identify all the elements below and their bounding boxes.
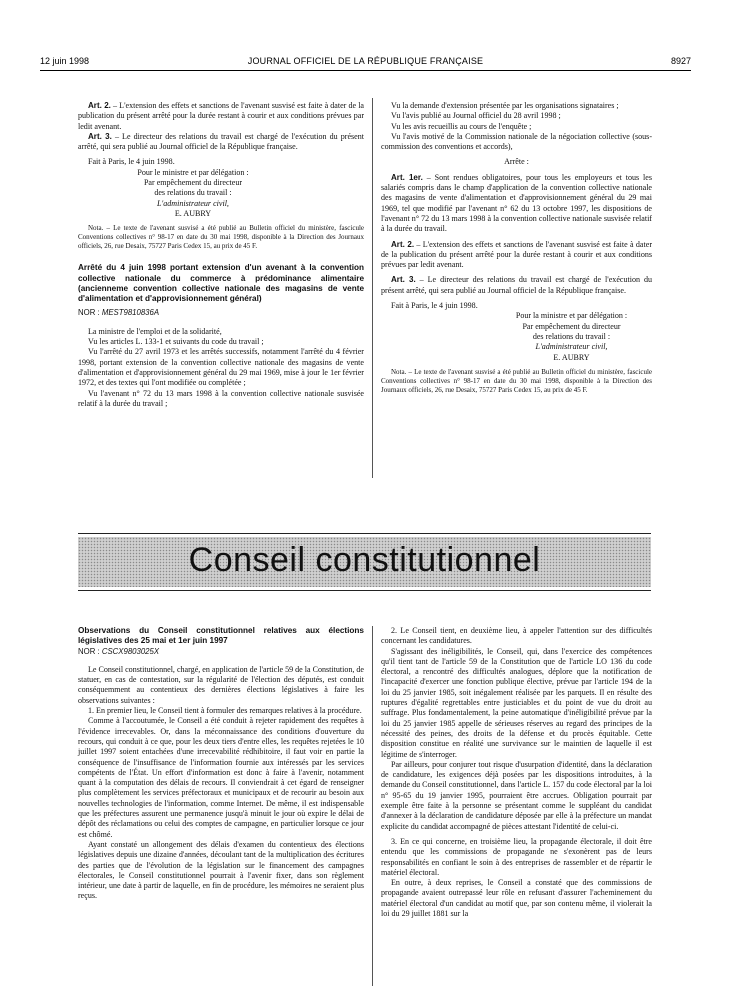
sig-line: Par empêchement du directeur [522, 321, 621, 331]
obs-para: S'agissant des inéligibilités, le Conseil, qui, dans l'exercice des compétences qu'il tient tant de l'article 59 de la Constitution que de l'article LO 136 du code électoral, a rencontré des difficultés analogues, déplore que la notification de l'incapacité d'exercer une fonction publique élective, prévue par l'article 194 de la loi du 25 janvier 1985, soit inégalement réalisée par les parquets. Il en résulte des ruptures d'égalité regrettables entre justiciables et du point de vue du droit au suffrage. Plus fondamentalement, la peine automatique d'inéligibilité prévue par la loi du 25 janvier 1985 appelle de sérieuses réserves au regard des principes de la nécessité des peines, des droits de la défense et du procès équitable. Cette disposition constitue en réalité une survivance sur le maintien de laquelle il est légitime de s'interroger. [381, 646, 652, 759]
article-3: Art. 3. – Le directeur des relations du travail est chargé de l'exécution du présent arrêté, qui sera publié au Journal officiel de la République française. [381, 275, 652, 295]
visa: Vu l'avis motivé de la Commission nationale de la négociation collective (sous-commission des conventions et accords), [381, 131, 652, 152]
header-date: 12 juin 1998 [40, 56, 90, 66]
sig-name: E. AUBRY [553, 352, 590, 362]
nor-line: NOR : MEST9810836A [78, 308, 160, 318]
obs-para: 3. En ce qui concerne, en troisième lieu, la propagande électorale, il doit être entendu que les commissions de propagande ne s'exonèrent pas de leurs responsabilités en confiant le soin à des entreprises de rassembler et de répartir le matériel électoral. [381, 836, 652, 877]
article-2: Art. 2. – L'extension des effets et sanctions de l'avenant susvisé est faite à dater de la publication du présent arrêté pour la durée restant à courir et aux conditions prévues par ledit avenant. [381, 239, 652, 270]
column-divider [372, 98, 373, 478]
article-3: Art. 3. – Le directeur des relations du travail est chargé de l'exécution du présent arrêté, qui sera publié au Journal officiel de la République française. [78, 131, 364, 152]
done-at: Fait à Paris, le 4 juin 1998. [391, 301, 478, 311]
sig-name: E. AUBRY [174, 208, 212, 218]
obs-para: Le Conseil constitutionnel, chargé, en application de l'article 59 de la Constitution, de statuer, en cas de contestation, sur la régularité de l'élection des députés, est conduit conséquemment au contentieux des dernières élections législatives à faire les observations suivantes : [78, 664, 364, 705]
obs-para: En outre, à deux reprises, le Conseil a constaté que des commissions de propagande avaient outrepassé leur rôle en refusant d'assurer l'acheminement du matériel électoral d'un candidat au motif que, par son contenu même, il violerait la loi du 29 juillet 1881 sur la [381, 878, 652, 919]
section-rule-bottom [78, 590, 651, 591]
page-number: 8927 [670, 56, 691, 66]
signature-block [78, 168, 308, 219]
sig-line: des relations du travail : [532, 331, 611, 341]
obs-para: Par ailleurs, pour conjurer tout risque d'usurpation d'identité, dans la déclaration de candidature, les exigences déjà posées par les dispositions introduites, à la demande du Conseil constitutionnel, dans l'article L. 157 du code électoral par la loi n° 95-65 du 19 janvier 1995, pourraient être accrues. Obligation pourrait par exemple être faite à la personne se présentant comme le suppléant du candidat d'annexer à la déclaration de candidature déposée par elle à la préfecture un mandat explicite du candidat accompagné de pièces attestant l'identité de celui-ci. [381, 759, 652, 831]
obs-para: 1. En premier lieu, le Conseil tient à formuler des remarques relatives à la procédure. [88, 706, 362, 716]
visa: Vu la demande d'extension présentée par les organisations signataires ; [391, 101, 619, 110]
left-column-bottom [78, 626, 364, 902]
observations-title: Observations du Conseil constitutionnel relatives aux élections législatives des 25 mai et 1er juin 1997 [78, 626, 364, 646]
obs-para: Comme à l'accoutumée, le Conseil a été conduit à rejeter rapidement des requêtes à l'évidence irrecevables. Or, dans la méconnaissance des conditions d'ouverture du recours, qui conduit à ce que, pour les deux tiers d'entre elles, les requêtes rejetées le 10 juillet 1997 soient entachées d'une irrecevabilité rédhibitoire, il faut voir en partie la conséquence de l'insuffisance de l'information fournie aux intéressés par les services compétents de l'État. Un effort d'information est donc à faire à l'avenir, notamment quant à la computation des délais de recours. Il conviendrait à cet égard de renseigner plus complètement les services préfectoraux et municipaux et de recourir au besoin aux nouvelles technologies de l'information, comme Internet. De même, il est indispensable que les préfectures assurent une permanence jusqu'à minuit le jour où expire le délai de dépôt des réclamations ou celui des comptes de campagne, en particulier lorsque ce jour est chômé. [78, 716, 364, 839]
section-title: Conseil constitutionnel [188, 541, 541, 579]
arrete-para: La ministre de l'emploi et de la solidarité, [88, 326, 222, 336]
done-at: Fait à Paris, le 4 juin 1998. [88, 157, 175, 167]
obs-para: Ayant constaté un allongement des délais d'examen du contentieux des élections législatives depuis une dizaine d'années, découlant tant de la multiplication des écritures des parties que de l'évolution de la législation sur le financement des campagnes électorales, le Conseil constitutionnel pourrait à l'avenir fixer, dans son règlement intérieur, une date à partir de laquelle, en fin de procédure, les mémoires ne seraient plus reçus. [78, 839, 364, 901]
nota: Nota. – Le texte de l'avenant susvisé a été publié au Bulletin officiel du ministère, fascicule Conventions collectives n° 98-17 en date du 30 mai 1998, disponible à la Direction des Journaux officiels, 26, rue Desaix, 75727 Paris Cedex 15, au prix de 45 F. [78, 224, 364, 251]
arrete-para: Vu les articles L. 133-1 et suivants du code du travail ; [88, 337, 264, 347]
arrete-para: Vu l'arrêté du 27 avril 1973 et les arrêtés successifs, notamment l'arrêté du 4 février 1998, portant extension de la convention collective nationale des magasins de vente d'alimentation et d'approvisionnement général du 29 mai 1969, mise à jour le 1er février 1972, et des textes qui l'ont modifiée ou complétée ; [78, 347, 364, 388]
visa: Vu l'avis publié au Journal officiel du 28 avril 1998 ; [391, 111, 561, 121]
signature-block [491, 311, 652, 362]
right-column-top [381, 101, 652, 395]
sig-line: L'administrateur civil, [157, 198, 229, 208]
journal-title: JOURNAL OFFICIEL DE LA RÉPUBLIQUE FRANÇAISE [247, 56, 484, 66]
nor-line: NOR : CSCX9803025X [78, 646, 160, 656]
nota: Nota. – Le texte de l'avenant susvisé a été publié au Bulletin officiel du ministère, fascicule Conventions collectives n° 98-17 en date du 30 mai 1998, disponible à la Direction des Journaux officiels, 26, rue Desaix, 75727 Paris Cedex 15, au prix de 45 F. [381, 367, 652, 394]
column-divider [372, 626, 373, 986]
left-column-top [78, 101, 364, 409]
obs-para: 2. Le Conseil tient, en deuxième lieu, à appeler l'attention sur des difficultés concernant les candidatures. [381, 626, 652, 646]
sig-line: Pour le ministre et par délégation : [137, 167, 249, 177]
arrete-heading: Arrête : [504, 157, 529, 167]
arrete-title: Arrêté du 4 juin 1998 portant extension d'un avenant à la convention collective nationale du commerce à prédominance alimentaire (ancienneme convention collective nationale des magasins de vente d'alimentation et d'approvisionnement général) [78, 263, 364, 304]
sig-line: Pour la ministre et par délégation : [515, 311, 628, 321]
visa: Vu les avis recueillis au cours de l'enquête ; [391, 121, 532, 131]
right-column-bottom [381, 626, 652, 919]
sig-line: Par empêchement du directeur [143, 178, 243, 188]
header-rule [40, 70, 691, 71]
sig-line: des relations du travail : [154, 188, 232, 198]
sig-line: L'administrateur civil, [535, 342, 608, 352]
article-2: Art. 2. – L'extension des effets et sanctions de l'avenant susvisé est faite à dater de la publication du présent arrêté pour la durée restant à courir et aux conditions prévues par ledit avenant. [78, 101, 364, 131]
article-1: Art. 1er. – Sont rendues obligatoires, pour tous les employeurs et tous les salariés compris dans le champ d'application de la convention collective nationale des magasins de vente d'alimentation et d'approvisionnement général du 29 mai 1969, tel que modifié par l'avenant n° 62 du 13 octobre 1997, les dispositions de l'avenant n° 72 du 13 mars 1998 à la convention collective nationale susvisée relatif à la durée du travail. [381, 172, 652, 234]
section-rule-top [78, 533, 651, 534]
arrete-para: Vu l'avenant n° 72 du 13 mars 1998 à la convention collective nationale susvisée relatif à la durée du travail ; [78, 388, 364, 408]
